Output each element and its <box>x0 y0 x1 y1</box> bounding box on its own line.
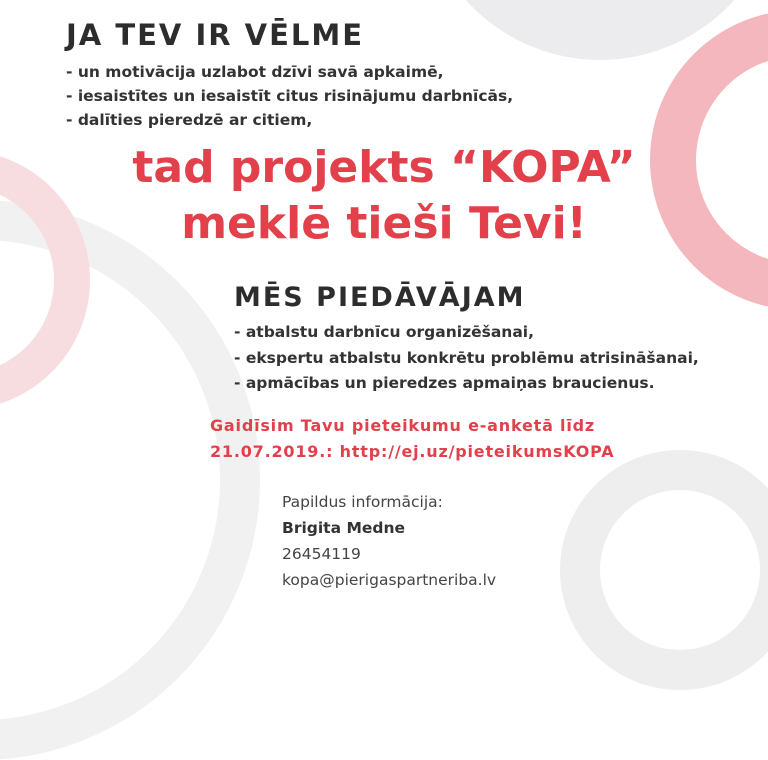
section2-heading: MĒS PIEDĀVĀJAM <box>234 282 526 313</box>
contact-label: Papildus informācija: <box>282 493 443 511</box>
decorative-grey-ring-bottom <box>560 450 768 690</box>
contact-name: Brigita Medne <box>282 519 406 537</box>
headline-line-1: tad projekts “KOPA” <box>132 142 636 193</box>
section1-list <box>66 60 513 132</box>
list-item: - iesaistītes un iesaistīt citus risinājumu darbnīcās, <box>66 87 514 105</box>
contact-phone[interactable]: 26454119 <box>282 545 361 563</box>
section2-list <box>234 320 699 397</box>
list-item: - un motivācija uzlabot dzīvi savā apkaimē, <box>66 63 444 81</box>
headline-line-2: meklē tieši Tevi! <box>181 198 587 249</box>
call-to-action <box>210 413 614 465</box>
list-item: - atbalstu darbnīcu organizēšanai, <box>234 323 535 341</box>
call-to-action-line-1: Gaidīsim Tavu pieteikumu e-anketā līdz <box>210 416 595 435</box>
list-item: - ekspertu atbalstu konkrētu problēmu atrisināšanai, <box>234 348 699 367</box>
list-item: - apmācības un pieredzes apmaiņas braucienus. <box>234 374 655 392</box>
section1-heading: JA TEV IR VĒLME <box>66 18 365 52</box>
contact-email[interactable]: kopa@pierigaspartneriba.lv <box>282 571 497 589</box>
contact-info <box>282 489 496 593</box>
list-item: - dalīties pieredzē ar citiem, <box>66 111 313 129</box>
call-to-action-link[interactable]: 21.07.2019.: http://ej.uz/pieteikumsKOPA <box>210 442 615 461</box>
